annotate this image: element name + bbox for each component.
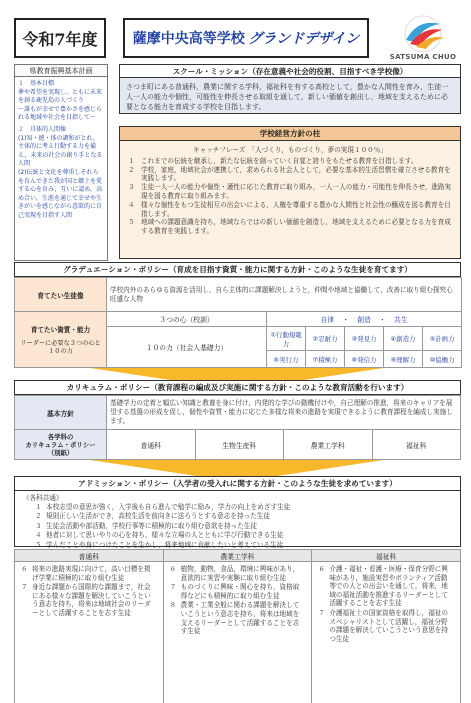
admission-col-general [15,562,164,703]
mission-title: スクール・ミッション（存在意義や社会的役割、目指すべき学校像） [119,64,461,78]
power-item: ②忍耐力 [306,327,345,351]
power-item: ⑨理解力 [384,351,423,368]
policy-item: ２ 学校，家庭，地域社会が連携して，求められる社会人として，必要な基本的生活習慣を確立させる教育を実践します。 [128,165,451,183]
dept-general: 普通科 [107,430,196,460]
plan-ideal-person: ２ 具体的人間像 (1)知・徳・体の調和がとれ，主体的に考え行動する力を備え，未来の社会の創り手となる人間 (2)伝統と文化を尊重しそれらを育んできた我が国と郷土を愛する心を育み，互いに認め，高め合い，生涯を通じて幸せや生きがいを感じながら意欲的に自己実現を目指す人間 [18,125,103,219]
logo-text: SATSUMA CHUO [389,53,457,61]
school-logo [384,14,462,66]
power-item: ④創造力 [384,327,423,351]
basic-policy-text: 基礎学力の定着と幅広い知識と教養を身に付け，内発的な学びの動機付けや，自己理解の推進，将来のキャリアを展望する基盤の形成を促し，個性や資質・能力に応じた多様な将来の進路を実現できるように教育課程を編成し実施します。 [107,396,461,430]
admission-item: ７ 介護福祉士の国家資格を取得し，福祉のスペシャリストとして活躍し，福祉分野の課題を解決していこうという意思を持つ生徒 [318,608,448,643]
admission-common-item: ２ 規則正しい生活ができ，高校生活を前向きに送ろうとする意志を持った生徒 [35,512,270,521]
dept-policy-label: 各学科の カリキュラム・ポリシー （別紙） [15,430,107,460]
curriculum-policy-table [14,395,461,460]
curriculum-policy-title: カリキュラム・ポリシー（教育課程の編成及び実施に関する方針・このような教育活動を行います） [14,380,461,395]
policy-item: １ これまでの伝統を継承し，新たな伝統を創っていく自覚と誇りをもたせる教育を目指します。 [128,156,418,165]
dept-agri-engineering: 農業工学科 [284,430,373,460]
graduation-policy-title: グラデュエーション・ポリシー（育成を目指す資質・能力に関する方針・このような生徒を育てます） [14,262,461,277]
three-hearts-values: 自律 ・ 創造 ・ 共生 [267,312,462,327]
student-image-text: 学校内外のあらゆる資源を活用し，自ら主体的に課題解決しようと，仲間や地域と協働して，改善に取り組む探究心旺盛な人物 [107,278,462,312]
admission-common-item: ５ 学んだことや身につけたことを生かし，将来地域に貢献したいと考えている生徒 [35,540,284,549]
plan-body [15,77,107,227]
dept-welfare: 福祉科 [372,430,461,460]
power-item: ⑥実行力 [267,351,306,368]
page-title [123,18,369,58]
year-label: 令和7年度 [14,18,106,58]
policy-item: ５ 地域への課題意識を持ち，地域ならではの新しい価値を創造し，地域を支えるために必要となる力を育成する教育を実践します。 [128,218,451,236]
admission-common-item: ４ 他者に対して思いやりの心を持ち，様々な立場の人とともに学び行動できる生徒 [35,531,284,540]
power-item: ⑤計画力 [423,327,462,351]
power-item: ⑧発信力 [345,351,384,368]
power-item: ③発見力 [345,327,384,351]
three-hearts-label: ３つの心（校訓） [107,312,267,327]
admission-item: ８ 農業・工業全般に関わる課題を解決していこうという意志を持ち，将来は地域を支えるリーダーとして活躍することを志す生徒 [169,601,300,636]
admission-col-welfare [312,562,461,703]
admission-policy-title: アドミッション・ポリシー（入学者の受入れに関する方針・このような生徒を求めています） [14,476,461,491]
school-name: 薩摩中央高等学校 [132,31,245,47]
ability-label-cell: 育てたい資質・能力 リーダーに必要な３つの心と１０の力 [15,312,107,368]
mission-body: さつま町にある普通科，農業に関する学科，福祉科を有する高校として，豊かな人間性を育み，生徒一人一人の能力や個性，可能性を伸長させる取組を通して，新しい価値を創出し，地域を支えるために必要となる能力を育成する学校を目指します。 [119,78,461,114]
policy-body [119,141,461,259]
admission-item: ６ 将来の進路実現に向けて，高い目標を掲げ学業に積極的に取り組む生徒 [21,565,151,582]
admission-item: ７ 身近な課題から国際的な課題まで，社会にある様々な課題を解決していこうという意志を持ち，将来は地域社会のリーダーとして活躍することを志す生徒 [21,583,151,617]
basic-policy-label: 基本方針 [15,396,107,430]
plan-header: 県教育振興基本計画 [15,65,107,77]
dept-bio-production: 生物生産科 [195,430,284,460]
admission-item: ７ ものづくりに興味・関心を持ち，資格取得などにも積極的に取り組む生徒 [169,583,300,600]
graduation-policy-table [14,277,462,368]
power-item: ⑦積極力 [306,351,345,368]
admission-dept-table [14,549,461,703]
grand-design-title: グランドデザイン [248,31,360,47]
policy-title: 学校経営方針の柱 [119,126,461,141]
admission-col-agri [163,562,312,703]
plan-basic-goal: １ 基本目標 夢や希望を実現し、ともに未来を創る鹿児島の人づくり ～誰もが幸せで豊かさを感じられる地域や社会を目指して～ [18,80,103,122]
logo-emblem-icon [384,14,462,54]
admission-common-item: ３ 生徒会活動や部活動，学校行事等に積極的に取り組む意欲を持った生徒 [35,521,257,530]
power-item: ⑩協働力 [423,351,462,368]
policy-catchphrase: キャッチフレーズ 「人づくり，ものづくり，夢の実現１００％」 [193,146,387,154]
admission-common-section [14,491,461,547]
power-item: ①行動規範力 [267,327,306,351]
admission-item: ６ 介護・福祉・看護・医療・保育分野に興味があり，施設実習やボランティア活動等での人との出会いを通して，将来，地域の福祉活動を推進するリーダーとして活躍することを志す生徒 [318,565,448,608]
admission-col-general-head: 普通科 [15,550,164,562]
policy-item: ３ 生徒一人一人の能力や個性・適性に応じた教育に取り組み，一人一人の能力・可能性を伸長させ，進路実現を図る教育に取り組みます。 [128,183,452,200]
admission-common-head: 《各科共通》 [23,494,63,502]
education-plan-panel [14,64,108,261]
admission-col-agri-head: 農業工学科 [163,550,312,562]
admission-col-welfare-head: 福祉科 [312,550,461,562]
ten-powers-label: １０の力（社会人基礎力） [107,327,267,368]
admission-item: ６ 植物，動物，食品，環境に興味があり，意欲的に実習や実験に取り組む生徒 [169,565,300,582]
student-image-label: 育てたい生徒像 [15,278,107,312]
policy-item: ４ 様々な個性をもつ生徒相互の出会いによる，人権を尊重する豊かな人間性と社会性の醸成を図る教育を目指します。 [128,200,451,218]
admission-common-item: １ 本校志望の意思が強く，入学後も自ら進んで勉学に励み，学力の向上をめざす生徒 [35,502,291,511]
ability-sub-label: リーダーに必要な３つの心と１０の力 [20,339,101,355]
